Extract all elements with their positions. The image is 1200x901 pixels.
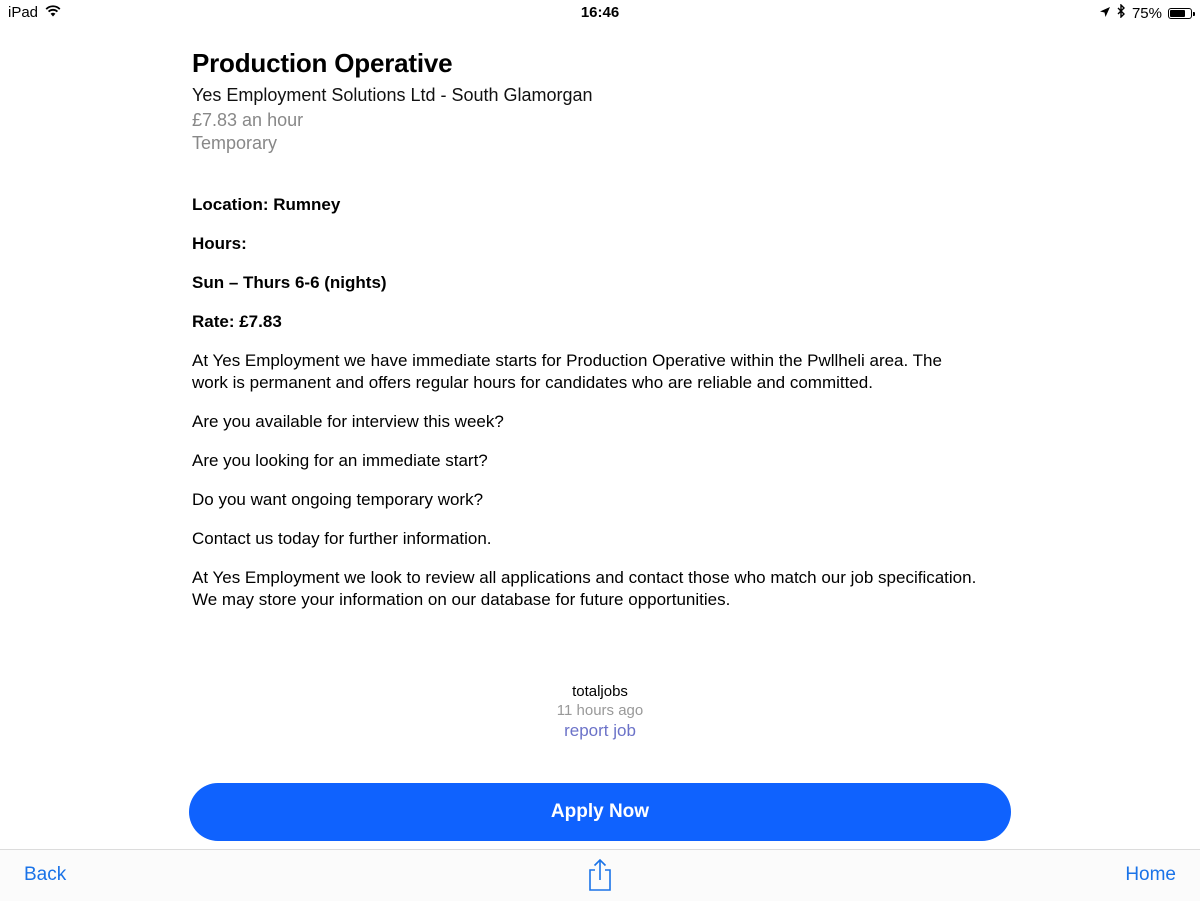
device-label: iPad xyxy=(8,4,39,21)
report-job-link[interactable]: report job xyxy=(564,721,636,740)
description-paragraph: Are you looking for an immediate start? xyxy=(192,451,488,470)
job-description xyxy=(192,194,982,611)
description-paragraph: Contact us today for further information. xyxy=(192,529,492,548)
apply-now-button[interactable]: Apply Now xyxy=(189,783,1011,841)
description-location: Location: Rumney xyxy=(192,195,341,214)
description-paragraph: At Yes Employment we have immediate starts for Production Operative within the Pwllheli area. The work is permanent and offers regular hours for candidates who are reliable and committed. xyxy=(192,351,942,392)
battery-percent: 75% xyxy=(1131,4,1162,22)
job-title: Production Operative xyxy=(192,48,453,78)
home-button[interactable]: Home xyxy=(1125,864,1176,885)
battery-fill xyxy=(1170,10,1185,17)
description-hours: Sun – Thurs 6-6 (nights) xyxy=(192,273,387,292)
description-paragraph: At Yes Employment we look to review all applications and contact those who match our job specification. We may store your information on our database for future opportunities. xyxy=(192,568,977,609)
source-name: totaljobs xyxy=(572,683,628,700)
source-info xyxy=(0,682,1200,742)
job-type: Temporary xyxy=(192,133,278,153)
description-paragraph: Do you want ongoing temporary work? xyxy=(192,490,484,509)
bluetooth-icon xyxy=(1117,4,1126,22)
bottom-toolbar xyxy=(0,849,1200,901)
company-location: Yes Employment Solutions Ltd - South Glamorgan xyxy=(192,85,593,105)
share-icon[interactable] xyxy=(586,858,614,892)
salary: £7.83 an hour xyxy=(192,110,304,130)
status-bar xyxy=(0,0,1200,24)
battery-icon xyxy=(1168,8,1192,19)
description-hours-heading: Hours: xyxy=(192,234,247,253)
status-time: 16:46 xyxy=(580,4,620,21)
description-paragraph: Are you available for interview this week? xyxy=(192,412,504,431)
job-detail xyxy=(192,44,982,628)
back-button[interactable]: Back xyxy=(24,864,67,885)
location-arrow-icon xyxy=(1099,5,1111,22)
posted-time: 11 hours ago xyxy=(556,702,644,719)
description-rate: Rate: £7.83 xyxy=(192,312,282,331)
